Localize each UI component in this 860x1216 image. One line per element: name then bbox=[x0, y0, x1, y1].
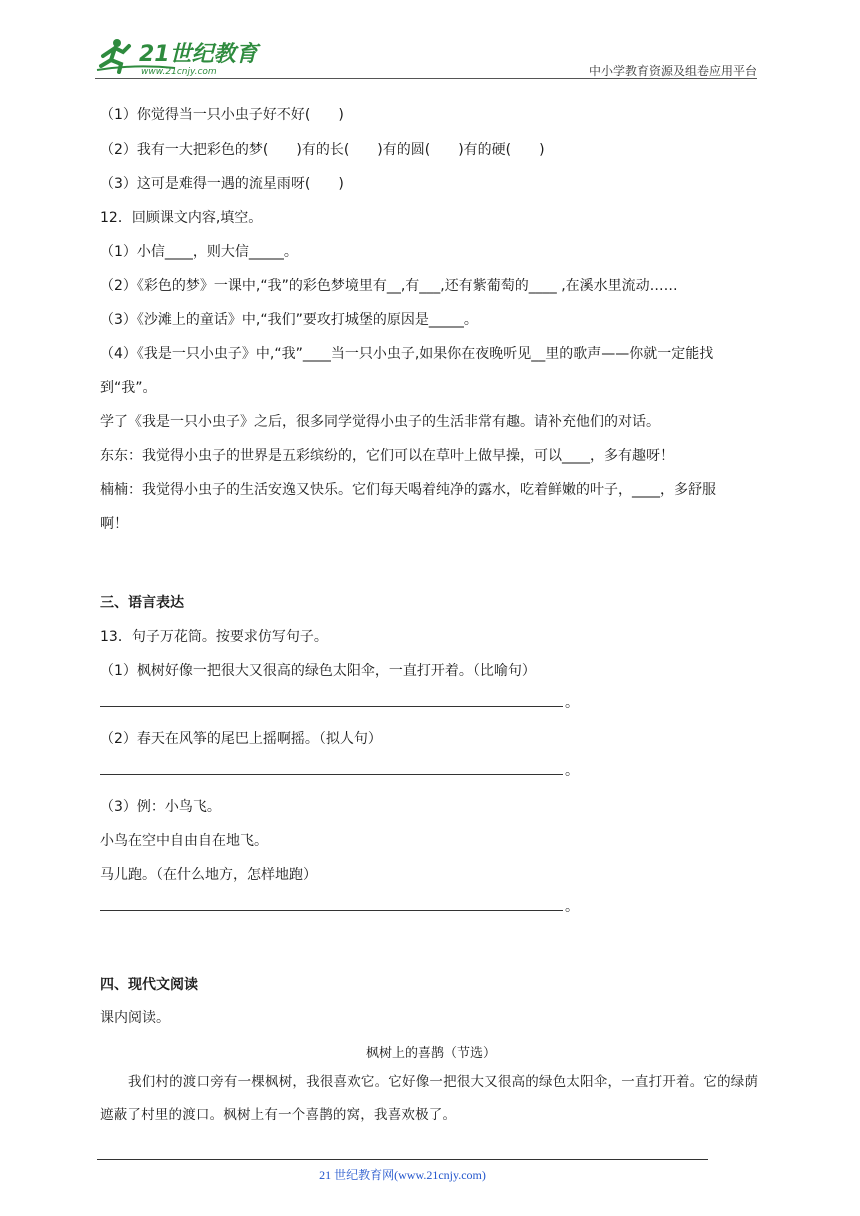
q13-item-2: （2）春天在风筝的尾巴上摇啊摇。（拟人句） bbox=[100, 731, 382, 747]
dialogue-nannan: 楠楠：我觉得小虫子的生活安逸又快乐。它们每天喝着纯净的露水，吃着鲜嫩的叶子，____，多舒服 bbox=[100, 482, 716, 498]
q12-item-3: （3）《沙滩上的童话》中,“我们”要攻打城堡的原因是_____。 bbox=[100, 312, 478, 328]
svg-text:21世纪教育: 21世纪教育 bbox=[139, 42, 258, 67]
period-3: 。 bbox=[565, 899, 579, 915]
q13-stem: 13．句子万花筒。按要求仿写句子。 bbox=[100, 629, 328, 645]
footer-site[interactable]: 21 世纪教育网(www.21cnjy.com) bbox=[319, 1168, 486, 1182]
q12-item-2: （2）《彩色的梦》一课中,“我”的彩色梦境里有__,有___,还有紫葡萄的____ ,在溪水里流动…… bbox=[100, 278, 678, 294]
footer-divider bbox=[97, 1159, 708, 1160]
q11-item-2: （2）我有一大把彩色的梦( )有的长( )有的圆( )有的硬( ) bbox=[100, 142, 545, 158]
header-divider bbox=[95, 78, 757, 79]
q11-item-1: （1）你觉得当一只小虫子好不好( ) bbox=[100, 107, 344, 123]
section-4-heading: 四、现代文阅读 bbox=[100, 977, 198, 993]
q13-item-3-task: 马儿跑。（在什么地方，怎样地跑） bbox=[100, 867, 317, 883]
platform-name: 中小学教育资源及组卷应用平台 bbox=[588, 64, 757, 78]
page-header bbox=[95, 34, 757, 82]
dialogue-nannan-cont: 啊！ bbox=[100, 516, 128, 532]
answer-line-3[interactable] bbox=[100, 910, 563, 911]
q12-stem: 12．回顾课文内容,填空。 bbox=[100, 210, 263, 226]
section-3-heading: 三、语言表达 bbox=[100, 595, 184, 611]
reading-intro: 课内阅读。 bbox=[100, 1010, 170, 1026]
q13-item-1: （1）枫树好像一把很大又很高的绿色太阳伞，一直打开着。（比喻句） bbox=[100, 663, 536, 679]
q13-item-3-example: 小鸟在空中自由自在地飞。 bbox=[100, 833, 268, 849]
q12-item-4: （4）《我是一只小虫子》中,“我”____当一只小虫子,如果你在夜晚听见__里的歌声——你就一定能找 bbox=[100, 346, 714, 362]
q11-item-3: （3）这可是难得一遇的流星雨呀( ) bbox=[100, 176, 344, 192]
logo-21cnjy bbox=[95, 34, 265, 78]
q13-item-3: （3）例：小鸟飞。 bbox=[100, 799, 221, 815]
period-2: 。 bbox=[565, 763, 579, 779]
period-1: 。 bbox=[565, 695, 579, 711]
q12-item-1: （1）小信____，则大信_____。 bbox=[100, 244, 298, 260]
passage-text: 我们村的渡口旁有一棵枫树，我很喜欢它。它好像一把很大又很高的绿色太阳伞，一直打开着。它的绿荫遮蔽了村里的渡口。枫树上有一个喜鹊的窝，我喜欢极了。 bbox=[100, 1074, 759, 1123]
svg-text:www.21cnjy.com: www.21cnjy.com bbox=[141, 67, 217, 77]
dialogue-dongdong: 东东：我觉得小虫子的世界是五彩缤纷的，它们可以在草叶上做早操，可以____，多有趣呀！ bbox=[100, 448, 674, 464]
answer-line-2[interactable] bbox=[100, 774, 563, 775]
q12-item-4-cont: 到“我”。 bbox=[100, 380, 157, 396]
q12-dialogue-intro: 学了《我是一只小虫子》之后，很多同学觉得小虫子的生活非常有趣。请补充他们的对话。 bbox=[100, 414, 660, 430]
answer-line-1[interactable] bbox=[100, 706, 563, 707]
passage-title: 枫树上的喜鹊（节选） bbox=[365, 1046, 496, 1061]
